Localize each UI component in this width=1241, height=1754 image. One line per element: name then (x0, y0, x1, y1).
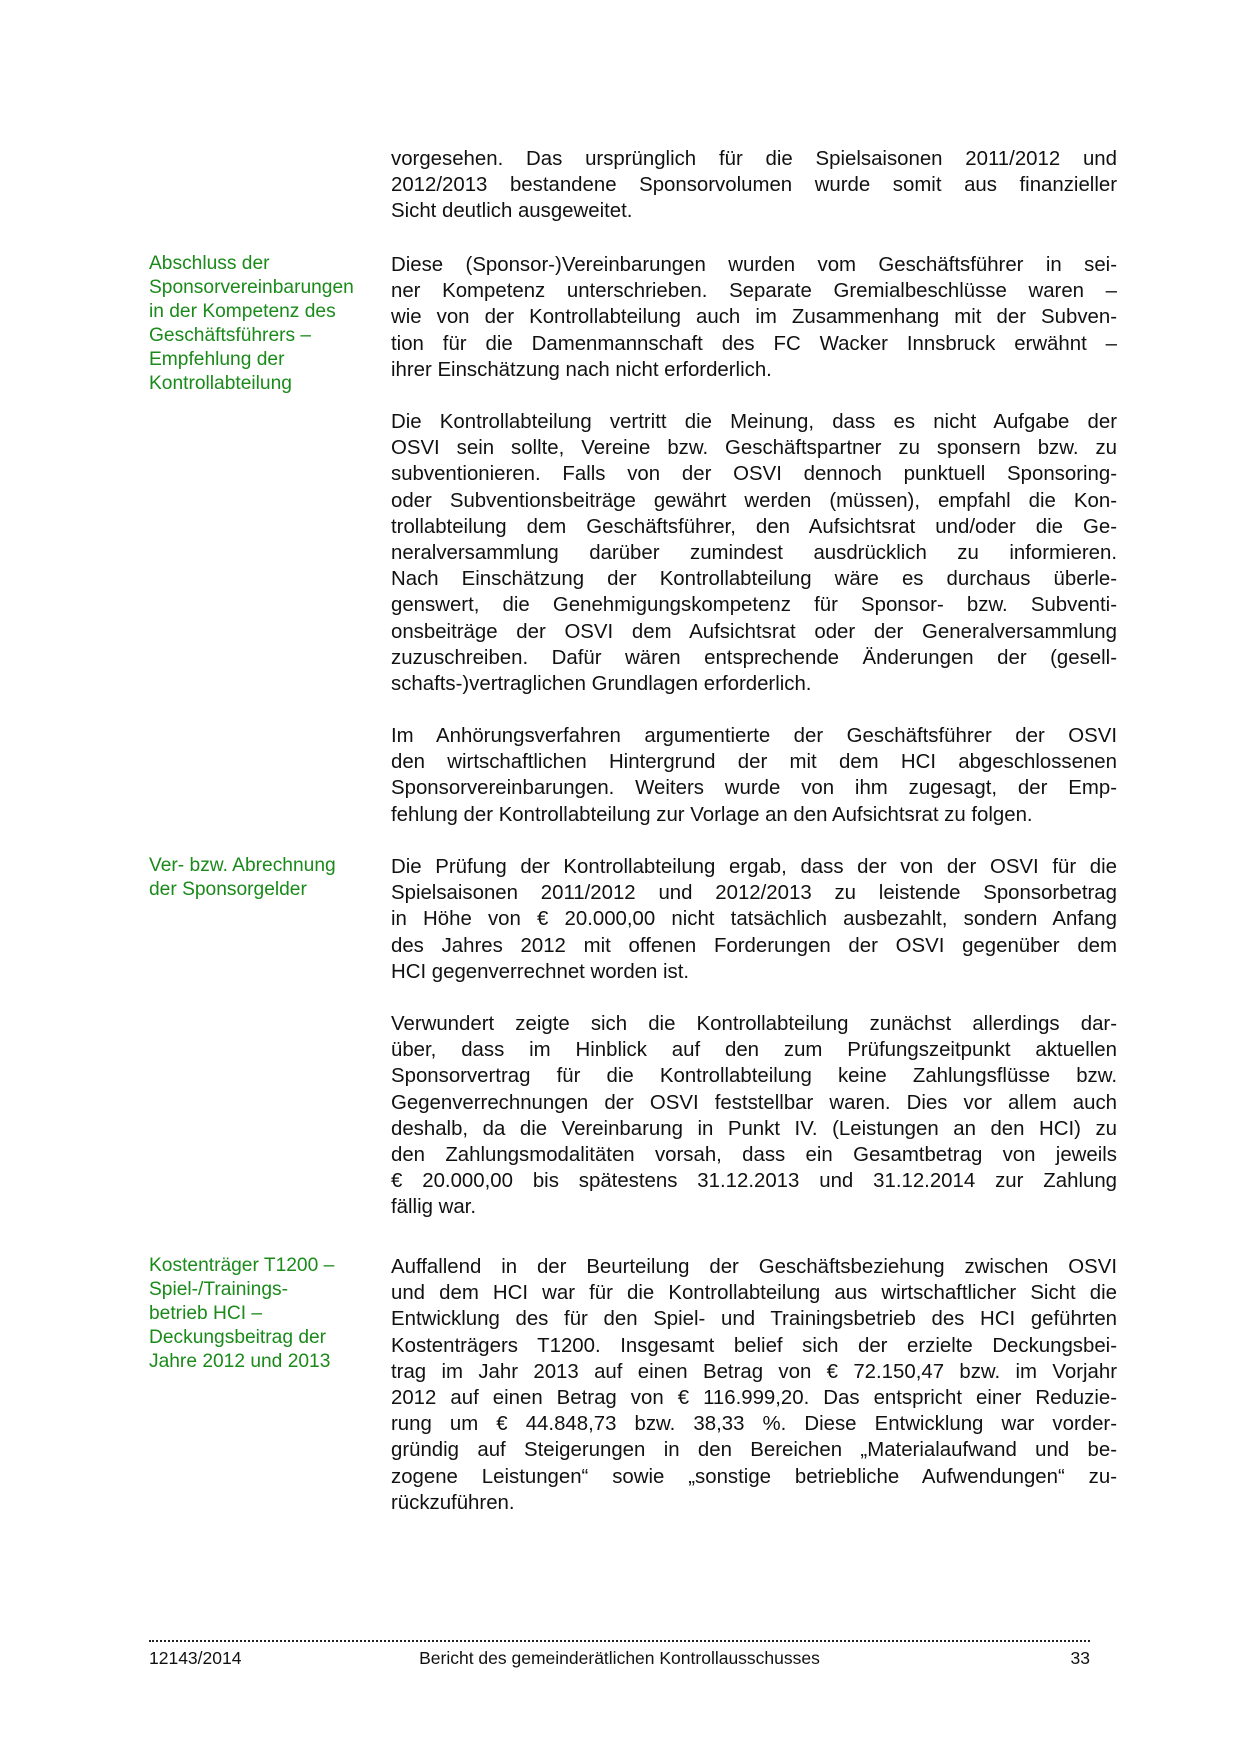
paragraph-line: Sponsorvereinbarungen. Weiters wurde von ihm zugesagt, der Emp- (391, 777, 1117, 800)
paragraph-line: trag im Jahr 2013 auf einen Betrag von € 72.150,47 bzw. im Vorjahr (391, 1360, 1117, 1383)
paragraph-line: Die Prüfung der Kontrollabteilung ergab, dass der von der OSVI für die (391, 856, 1117, 878)
margin-note-cost-unit-t1200 (149, 1254, 379, 1374)
paragraph-line: Nach Einschätzung der Kontrollabteilung wäre es durchaus überle- (391, 568, 1117, 591)
paragraph-line: ihrer Einschätzung nach nicht erforderlich. (391, 358, 772, 381)
paragraph-line: Die Kontrollabteilung vertritt die Meinung, dass es nicht Aufgabe der (391, 411, 1117, 433)
paragraph-line: subventionieren. Falls von der OSVI dennoch punktuell Sponsoring- (391, 463, 1117, 486)
margin-note-line: Geschäftsführers – (149, 325, 312, 346)
paragraph-line: Sponsorvertrag für die Kontrollabteilung keine Zahlungsflüsse bzw. (391, 1065, 1117, 1088)
paragraph-line: Kostenträgers T1200. Insgesamt belief sich der erzielte Deckungsbei- (391, 1334, 1117, 1357)
paragraph-line: € 20.000,00 bis spätestens 31.12.2013 und 31.12.2014 zur Zahlung (391, 1170, 1117, 1193)
paragraph-line: schafts-)vertraglichen Grundlagen erforderlich. (391, 672, 812, 695)
paragraph-line: fehlung der Kontrollabteilung zur Vorlage an den Aufsichtsrat zu folgen. (391, 803, 1033, 826)
footer-divider (149, 1640, 1090, 1642)
paragraph-line: Diese (Sponsor-)Vereinbarungen wurden vom Geschäftsführer in sei- (391, 254, 1117, 276)
paragraph-line: 2012 auf einen Betrag von € 116.999,20. Das entspricht einer Reduzie- (391, 1386, 1117, 1409)
margin-note-line: Ver- bzw. Abrechnung (149, 855, 336, 876)
paragraph-line: trollabteilung dem Geschäftsführer, den Aufsichtsrat und/oder die Ge- (391, 515, 1117, 538)
paragraph-line: zuzuschreiben. Dafür wären entsprechende Änderungen der (gesell- (391, 646, 1117, 669)
body-paragraph (391, 146, 1117, 225)
report-number: 12143/2014 (149, 1648, 242, 1668)
paragraph-line: ner Kompetenz unterschrieben. Separate Gremialbeschlüsse waren – (391, 280, 1117, 303)
paragraph-line: neralversammlung darüber zumindest ausdrücklich zu informieren. (391, 541, 1117, 564)
report-title: Bericht des gemeinderätlichen Kontrollausschusses (419, 1648, 820, 1668)
paragraph-line: den wirtschaftlichen Hintergrund der mit dem HCI abgeschlossenen (391, 751, 1117, 774)
paragraph-line: oder Subventionsbeiträge gewährt werden (müssen), empfahl die Kon- (391, 489, 1117, 512)
paragraph-line: rung um € 44.848,73 bzw. 38,33 %. Diese Entwicklung war vorder- (391, 1413, 1117, 1436)
paragraph-line: OSVI sein sollte, Vereine bzw. Geschäftspartner zu sponsern bzw. zu (391, 437, 1117, 460)
margin-note-line: Kostenträger T1200 – (149, 1255, 335, 1276)
margin-note-line: Abschluss der (149, 253, 270, 274)
margin-note-line: Empfehlung der (149, 349, 285, 370)
body-paragraph (391, 723, 1117, 828)
paragraph-line: tion für die Damenmannschaft des FC Wacker Innsbruck erwähnt – (391, 332, 1117, 355)
paragraph-line: deshalb, da die Vereinbarung in Punkt IV. (Leistungen an den HCI) zu (391, 1117, 1117, 1140)
paragraph-line: Im Anhörungsverfahren argumentierte der Geschäftsführer der OSVI (391, 725, 1117, 747)
margin-note-line: Spiel-/Trainings- (149, 1279, 288, 1300)
paragraph-line: Entwicklung des für den Spiel- und Trainingsbetrieb des HCI geführten (391, 1308, 1117, 1331)
body-paragraph (391, 1254, 1117, 1516)
margin-note-line: Sponsorvereinbarungen (149, 277, 354, 298)
margin-note-line: Jahre 2012 und 2013 (149, 1351, 331, 1372)
paragraph-line: wie von der Kontrollabteilung auch im Zusammenhang mit der Subven- (391, 306, 1117, 329)
paragraph-line: Spielsaisonen 2011/2012 und 2012/2013 zu leistende Sponsorbetrag (391, 882, 1117, 905)
margin-note-line: in der Kompetenz des (149, 301, 336, 322)
margin-note-line: der Sponsorgelder (149, 879, 307, 900)
paragraph-line: Gegenverrechnungen der OSVI feststellbar waren. Dies vor allem auch (391, 1091, 1117, 1114)
paragraph-line: Sicht deutlich ausgeweitet. (391, 200, 633, 223)
margin-note-line: Kontrollabteilung (149, 373, 292, 394)
paragraph-line: 2012/2013 bestandene Sponsorvolumen wurde somit aus finanzieller (391, 174, 1117, 197)
paragraph-line: Verwundert zeigte sich die Kontrollabteilung zunächst allerdings dar- (391, 1013, 1117, 1035)
paragraph-line: gründig auf Steigerungen in den Bereichen „Materialaufwand und be- (391, 1439, 1117, 1462)
page-number: 33 (1070, 1648, 1090, 1668)
paragraph-line: in Höhe von € 20.000,00 nicht tatsächlich ausbezahlt, sondern Anfang (391, 908, 1117, 931)
paragraph-line: genswert, die Genehmigungskompetenz für Sponsor- bzw. Subventi- (391, 594, 1117, 617)
paragraph-line: zogene Leistungen“ sowie „sonstige betriebliche Aufwendungen“ zu- (391, 1465, 1117, 1488)
margin-note-line: Deckungsbeitrag der (149, 1327, 327, 1348)
paragraph-line: rückzuführen. (391, 1491, 515, 1514)
paragraph-line: onsbeiträge der OSVI dem Aufsichtsrat oder der Generalversammlung (391, 620, 1117, 643)
paragraph-line: fällig war. (391, 1196, 476, 1219)
margin-note-sponsorship-billing (149, 854, 379, 902)
margin-note-line: betrieb HCI – (149, 1303, 263, 1324)
body-paragraph (391, 409, 1117, 697)
body-paragraph (391, 854, 1117, 985)
body-paragraph (391, 1011, 1117, 1221)
paragraph-line: den Zahlungsmodalitäten vorsah, dass ein Gesamtbetrag von jeweils (391, 1143, 1117, 1166)
paragraph-line: über, dass im Hinblick auf den zum Prüfungszeitpunkt aktuellen (391, 1039, 1117, 1062)
margin-note-sponsorship-agreements (149, 252, 379, 396)
paragraph-line: des Jahres 2012 mit offenen Forderungen der OSVI gegenüber dem (391, 934, 1117, 957)
paragraph-line: und dem HCI war für die Kontrollabteilung aus wirtschaftlicher Sicht die (391, 1282, 1117, 1305)
paragraph-line: vorgesehen. Das ursprünglich für die Spielsaisonen 2011/2012 und (391, 148, 1117, 170)
paragraph-line: HCI gegenverrechnet worden ist. (391, 960, 690, 983)
body-paragraph (391, 252, 1117, 383)
paragraph-line: Auffallend in der Beurteilung der Geschäftsbeziehung zwischen OSVI (391, 1256, 1117, 1278)
